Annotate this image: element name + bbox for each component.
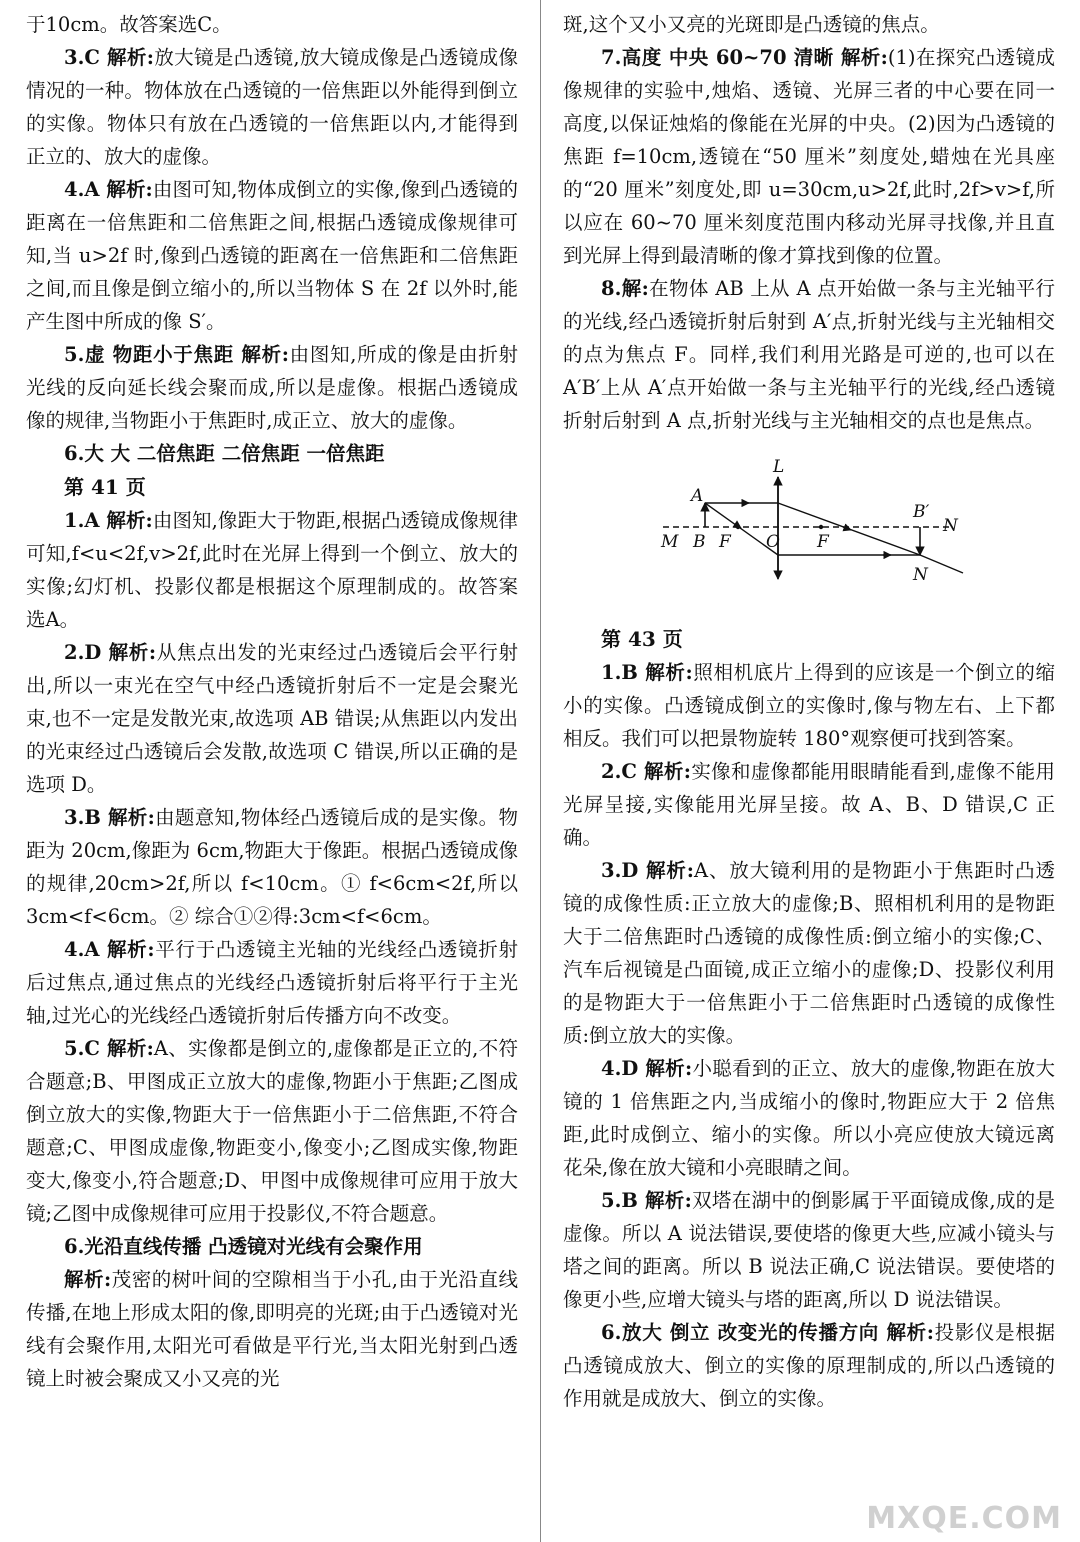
label-L: L	[773, 457, 785, 477]
lens-ray-diagram	[563, 437, 1055, 622]
answer-text: 由图知,像距大于物距,根据凸透镜成像规律可知,f<u<2f,v>2f,此时在光屏上得到一个倒立、放大的实像;幻灯机、投影仪都是根据这个原理制成的。故答案选A。	[26, 509, 518, 631]
answer-lbl: 解析:	[644, 1189, 692, 1212]
answer-paragraph	[563, 1052, 1055, 1184]
answer-paragraph	[563, 41, 1055, 272]
answer-text: 实像和虚像都能用眼睛能看到,虚像不能用光屏呈接,实像能用光屏呈接。故 A、B、D 错误,C 正确。	[563, 760, 1055, 849]
answer-lbl: 解析:	[106, 178, 153, 201]
answer-num: 3.	[64, 806, 85, 829]
label-N-ray: N	[913, 565, 928, 585]
answer-lbl: 解析:	[106, 938, 155, 961]
left-column	[26, 8, 518, 1395]
answer-ans: 放大 倒立 改变光的传播方向	[621, 1321, 887, 1344]
answer-lbl: 解析:	[645, 1057, 693, 1080]
answer-ans: 大 大 二倍焦距 二倍焦距 一倍焦距	[84, 442, 385, 465]
answer-text: 平行于凸透镜主光轴的光线经凸透镜折射后过焦点,通过焦点的光线经凸透镜折射后将平行于主光轴,过光心的光线经凸透镜折射后传播方向不改变。	[26, 938, 518, 1027]
page41-answers	[26, 504, 518, 1395]
answer-paragraph	[563, 1184, 1055, 1316]
answer-ans: C	[84, 46, 108, 69]
page43-answers	[563, 656, 1055, 1415]
answer-ans: A	[84, 509, 107, 532]
answer-ans: 光沿直线传播 凸透镜对光线有会聚作用	[84, 1235, 423, 1258]
answer-lbl: 解:	[621, 277, 649, 300]
answer-paragraph	[26, 338, 518, 437]
answer-text: 双塔在湖中的倒影属于平面镜成像,成的是虚像。所以 A 说法错误,要使塔的像更大些,应减小镜头与塔之间的距离。所以 B 说法正确,C 说法错误。要使塔的像更小些,应增大镜头与塔的距离,所以 D 说法错误。	[563, 1189, 1056, 1311]
answer-lbl: 解析:	[886, 1321, 934, 1344]
answer-paragraph	[26, 933, 518, 1032]
answer-lbl: 解析:	[644, 760, 691, 783]
answer-text: 照相机底片上得到的应该是一个倒立的缩小的实像。凸透镜成倒立的实像时,像与物左右、上下都相反。我们可以把景物旋转 180°观察便可找到答案。	[563, 661, 1055, 750]
answer-text: 放大镜是凸透镜,放大镜成像是凸透镜成像情况的一种。物体放在凸透镜的一倍焦距以外能得到倒立的实像。物体只有放在凸透镜的一倍焦距以内,才能得到正立的、放大的虚像。	[26, 46, 518, 168]
answer-lbl: 解析:	[107, 1037, 154, 1060]
answer-paragraph	[563, 854, 1055, 1052]
answer-num: 7.	[601, 46, 622, 69]
column-divider	[540, 0, 541, 1542]
answer-lbl: 解析:	[107, 806, 155, 829]
answer-text: (1)在探究凸透镜成像规律的实验中,烛焰、透镜、光屏三者的中心要在同一高度,以保证烛焰的像能在光屏的中央。(2)因为凸透镜的焦距 f=10cm,透镜在“50 厘米”刻度处,蜡烛在光具座的“20 厘米”刻度处,即 u=30cm,u>2f,此时,2f>v>f,所以应在 60~70 厘米刻度范围内移动光屏寻找像,并且直到光屏上得到最清晰的像才算找到像的位置。	[563, 46, 1055, 267]
answer-paragraph	[563, 1316, 1055, 1415]
answer-num: 4.	[64, 178, 85, 201]
answer-num: 3.	[64, 46, 85, 69]
answer-lbl: 解析:	[645, 859, 694, 882]
ray-diagram-svg	[563, 437, 1055, 622]
answer-num: 8.	[601, 277, 622, 300]
answer-paragraph	[563, 272, 1055, 437]
answer-lbl: 解析:	[64, 1268, 112, 1291]
left-answers	[26, 8, 518, 470]
watermark: MXQE.COM	[866, 1501, 1062, 1536]
answer-text: A、放大镜利用的是物距小于焦距时凸透镜的成像性质:正立放大的虚像;B、照相机利用的是物距大于二倍焦距时凸透镜的成像性质:倒立缩小的实像;C、汽车后视镜是凸面镜,成正立缩小的虚像;D、投影仪利用的是物距大于一倍焦距小于二倍焦距时凸透镜的成像性质:倒立放大的实像。	[563, 859, 1055, 1047]
answer-lbl: 解析:	[108, 641, 157, 664]
answer-ans: B	[621, 1189, 645, 1212]
answer-text: 由图可知,物体成倒立的实像,像到凸透镜的距离在一倍焦距和二倍焦距之间,根据凸透镜成像规律可知,当 u>2f 时,像到凸透镜的距离在一倍焦距和二倍焦距之间,而且像是倒立缩小的,所以当物体 S 在 2f 以外时,能产生图中所成的像 S′。	[26, 178, 518, 333]
answer-num: 1.	[601, 661, 622, 684]
answer-paragraph	[26, 1032, 518, 1230]
label-F-right: F	[817, 532, 829, 552]
label-A: A	[691, 486, 704, 506]
answer-ans: C	[621, 760, 645, 783]
answer-paragraph	[26, 41, 518, 173]
page41-heading: 第 41 页	[64, 475, 146, 499]
right-column	[563, 8, 1055, 1415]
answer-num: 2.	[64, 641, 85, 664]
answer-paragraph	[26, 1230, 518, 1263]
answer-lbl: 解析:	[106, 509, 153, 532]
answer-text: 由题意知,物体经凸透镜后成的是实像。物距为 20cm,像距为 6cm,物距大于像距。根据凸透镜成像的规律,20cm>2f,所以 f<10cm。① f<6cm<2f,所以 3cm<f<6cm。② 综合①②得:3cm<f<6cm。	[26, 806, 519, 928]
answer-ans: A	[84, 178, 107, 201]
answer-paragraph	[26, 801, 518, 933]
answer-text: 由图知,所成的像是由折射光线的反向延长线会聚而成,所以是虚像。根据凸透镜成像的规律,当物距小于焦距时,成正立、放大的虚像。	[26, 343, 519, 432]
answer-text: 于10cm。故答案选C。	[26, 13, 232, 36]
answer-text: A、实像都是倒立的,虚像都是正立的,不符合题意;B、甲图成正立放大的虚像,物距小于焦距;乙图成倒立放大的实像,物距大于一倍焦距小于二倍焦距,不符合题意;C、甲图成虚像,物距变小,像变小;乙图成实像,物距变大,像变小,符合题意;D、甲图中成像规律可应用于放大镜;乙图中成像规律可应用于投影仪,不符合题意。	[26, 1037, 519, 1225]
label-O: O	[766, 532, 780, 552]
answer-paragraph	[563, 656, 1055, 755]
focus-point-right	[819, 525, 823, 529]
answer-text: 茂密的树叶间的空隙相当于小孔,由于光沿直线传播,在地上形成太阳的像,即明亮的光斑;由于凸透镜对光线有会聚作用,太阳光可看做是平行光,当太阳光射到凸透镜上时被会聚成又小又亮的光	[26, 1268, 519, 1390]
answer-ans: D	[84, 641, 109, 664]
label-N-axis: N	[943, 516, 958, 536]
answer-lbl: 解析:	[840, 46, 888, 69]
answer-ans: C	[84, 1037, 107, 1060]
answer-num: 1.	[64, 509, 85, 532]
answer-paragraph	[563, 8, 1055, 41]
label-M: M	[661, 532, 679, 552]
answer-paragraph	[26, 1263, 518, 1395]
label-F-left: F	[719, 532, 731, 552]
page43-heading: 第 43 页	[601, 627, 683, 651]
answer-text: 斑,这个又小又亮的光斑即是凸透镜的焦点。	[563, 13, 940, 36]
answer-num: 5.	[64, 1037, 85, 1060]
answer-num: 6.	[64, 1235, 85, 1258]
answer-paragraph	[26, 437, 518, 470]
answer-num: 3.	[601, 859, 622, 882]
answer-num: 4.	[64, 938, 85, 961]
answer-num: 5.	[601, 1189, 622, 1212]
answer-num: 5.	[64, 343, 85, 366]
answer-paragraph	[26, 8, 518, 41]
answer-ans: B	[84, 806, 108, 829]
answer-paragraph	[563, 755, 1055, 854]
answer-ans: A	[84, 938, 107, 961]
answer-text: 小聪看到的正立、放大的虚像,物距在放大镜的 1 倍焦距之内,当成缩小的像时,物距应大于 2 倍焦距,此时成倒立、缩小的实像。所以小亮应使放大镜远离花朵,像在放大镜和小亮眼睛之间。	[563, 1057, 1055, 1179]
answer-paragraph	[26, 636, 518, 801]
answer-text: 从焦点出发的光束经过凸透镜后会平行射出,所以一束光在空气中经凸透镜折射后不一定是会聚光束,也不一定是发散光束,故选项 AB 错误;从焦距以内发出的光束经过凸透镜后会发散,故选项 C 错误,所以正确的是选项 D。	[26, 641, 518, 796]
answer-text: 在物体 AB 上从 A 点开始做一条与主光轴平行的光线,经凸透镜折射后射到 A′点,折射光线与主光轴相交的点为焦点 F。同样,我们利用光路是可逆的,也可以在 A′B′上从 A′点开始做一条与主光轴平行的光线,经凸透镜折射后射到 A 点,折射光线与主光轴相交的点也是焦点。	[563, 277, 1055, 432]
answer-text: 投影仪是根据凸透镜成放大、倒立的实像的原理制成的,所以凸透镜的作用就是成放大、倒立的实像。	[563, 1321, 1055, 1410]
right-answers	[563, 8, 1055, 437]
answer-num: 6.	[601, 1321, 622, 1344]
answer-ans: B	[621, 661, 646, 684]
answer-ans: 高度 中央 60~70 清晰	[621, 46, 841, 69]
answer-lbl: 解析:	[645, 661, 693, 684]
answer-num: 4.	[601, 1057, 622, 1080]
answer-num: 6.	[64, 442, 85, 465]
answer-num: 2.	[601, 760, 622, 783]
answer-ans: D	[621, 1057, 646, 1080]
answer-ans: D	[621, 859, 646, 882]
answer-ans: 虚 物距小于焦距	[84, 343, 242, 366]
answer-paragraph	[26, 173, 518, 338]
answer-lbl: 解析:	[107, 46, 154, 69]
answer-paragraph	[26, 504, 518, 636]
label-B: B	[693, 532, 706, 552]
focus-point-left	[736, 525, 740, 529]
answer-lbl: 解析:	[241, 343, 289, 366]
label-B-prime: B′	[913, 502, 930, 522]
